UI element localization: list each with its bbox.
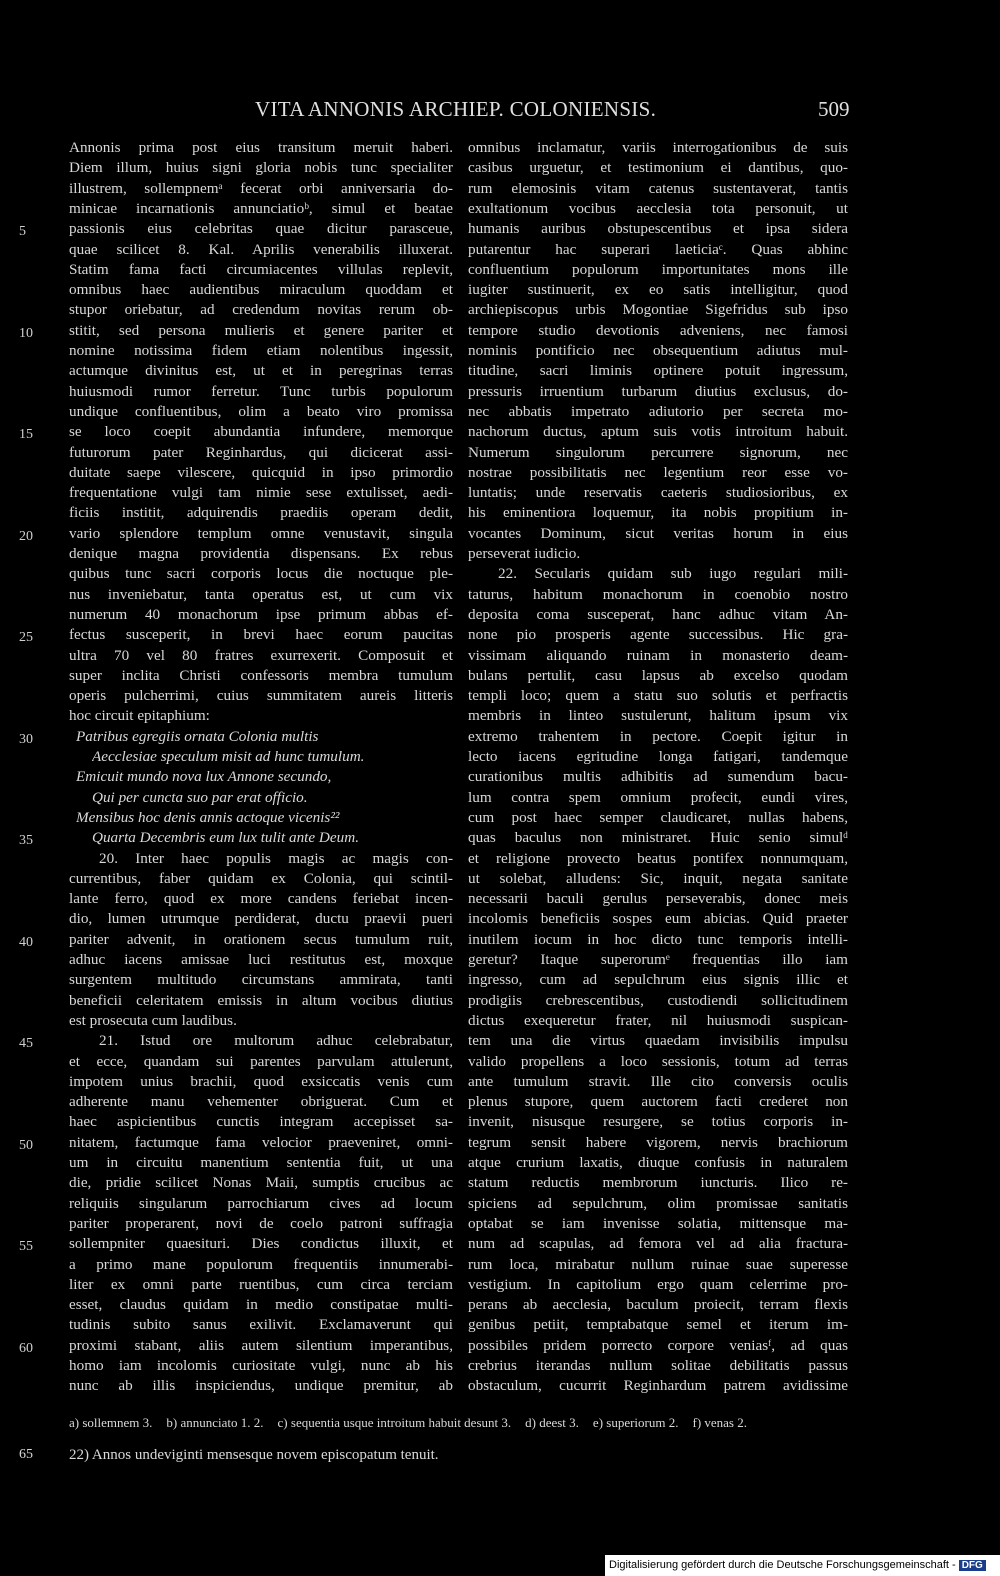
text-line: ingresso, cum ad sepulchrum eius signis illic et [468, 971, 848, 989]
text-line: rum loca, mirabatur nullum ruinae suae superesse [468, 1255, 848, 1273]
text-line: 22. Secularis quidam sub iugo regulari mili- [498, 565, 848, 583]
text-line: casibus urguetur, et testimonium ei dantibus, quo- [468, 159, 848, 177]
text-line: iugiter sustinuerit, ex eo satis intelligitur, quod [468, 281, 848, 299]
text-line: fectus susceperit, in brevi haec eorum paucitas [69, 626, 453, 644]
line-number: 55 [19, 1239, 33, 1255]
text-line: pressuris irruentium turbarum diutius exclusus, do- [468, 382, 848, 400]
text-line: tem una die virtus quaedam invisibilis impulsu [468, 1032, 848, 1050]
text-line: tempore studio devotionis adveniens, nec famosi [468, 321, 848, 339]
footnote: a) sollemnem 3. [69, 1415, 153, 1430]
text-line: a primo mane populorum frequentiis innumerabi- [69, 1255, 453, 1273]
text-line: geretur? Itaque superorumᵉ frequentias illo iam [468, 951, 848, 968]
text-line: nomine notissima fidem etiam nolentibus ingessit, [69, 342, 453, 359]
dfg-logo: DFG [959, 1560, 986, 1571]
text-line: hoc circuit epitaphium: [69, 707, 210, 725]
text-line: tegrum sensit habere vigorem, nervis brachiorum [468, 1133, 848, 1151]
text-line: archiepiscopus urbis Mogontiae Sigefridus sub ipso [468, 301, 848, 319]
text-line: 21. Istud ore multorum adhuc celebrabatur, [99, 1032, 453, 1050]
text-line: operis pulcherrimi, cuius summitatem aureis litteris [69, 687, 453, 705]
text-line: extremo trahentem in pectore. Coepit igitur in [468, 727, 848, 745]
text-line: Aecclesiae speculum misit ad hunc tumulum. [92, 748, 365, 765]
text-line: taturus, habitum monachorum in coenobio nostro [468, 585, 848, 603]
text-line: templi loco; quem a statu suo solutis et perfractis [468, 687, 848, 705]
text-line: dictus exequeretur frater, nil huiusmodi suspican- [468, 1011, 848, 1029]
text-line: num ad scapulas, ad femora vel ad alia fractura- [468, 1235, 848, 1253]
text-line: beneficii celeritatem emissis in altum vocibus diutius [69, 991, 453, 1009]
endnote: 22) Annos undeviginti mensesque novem episcopatum tenuit. [69, 1447, 439, 1463]
text-line: reliquiis singularum parrochiarum cives ad locum [69, 1194, 453, 1212]
text-line: omnibus haec audientibus miraculum quoddam et [69, 281, 453, 299]
text-line: tudinis subito sanus exilivit. Exclamaverunt qui [69, 1316, 453, 1334]
text-line: passionis eius celebritas quae dicitur parasceue, [69, 220, 453, 238]
text-line: illustrem, sollempnemᵃ fecerat orbi anniversaria do- [69, 179, 453, 197]
text-line: deposita coma susceperat, hanc adhuc vitam An- [468, 605, 848, 623]
footnote: d) deest 3. [525, 1415, 579, 1430]
page-header [0, 97, 1000, 127]
digitization-credit [605, 1555, 1000, 1576]
text-line: vissimam aliquando ruinam in monasterio deam- [468, 646, 848, 664]
text-line: curationibus multis adhibitis ad sumendum bacu- [468, 768, 848, 786]
text-line: um in circuitu manentium sententia fuit, ut una [69, 1154, 453, 1171]
footnote: b) annunciato 1. 2. [166, 1415, 264, 1430]
text-line: atque crurium laxatis, diuque confusis in naturalem [468, 1154, 848, 1171]
footnote: e) superiorum 2. [592, 1415, 679, 1430]
footnote: c) sequentia usque introitum habuit desunt 3. [277, 1415, 512, 1430]
text-line: Emicuit mundo nova lux Annone secundo, [76, 768, 332, 786]
text-line: adhuc iacens amissae luci restitutus est, moxque [69, 951, 453, 968]
text-line: valido propellens a loco sessionis, totum ad terras [468, 1052, 848, 1070]
text-line: Qui per cuncta suo par erat officio. [92, 788, 308, 806]
text-line: perans ab aecclesia, baculum proiecit, terram flexis [468, 1296, 848, 1314]
line-number: 45 [19, 1036, 33, 1052]
text-line: genibus petiit, temptabatque semel et iterum im- [468, 1316, 848, 1334]
text-line: duitate saepe vilescere, quicquid in ipso primordio [69, 463, 453, 481]
text-line: invenit, nisusque resurgere, se totius corporis in- [468, 1113, 848, 1131]
text-line: impotem unius brachii, quod exsiccatis venis cum [69, 1072, 453, 1090]
line-number: 60 [19, 1340, 33, 1356]
running-title: VITA ANNONIS ARCHIEP. COLONIENSIS. [255, 97, 657, 121]
text-line: luntatis; unde reservatis caeteris studiosioribus, ex [468, 484, 848, 502]
text-line: cum post haec semper claudicaret, nullas habens, [468, 808, 848, 826]
text-line: nus inveniebatur, tanta operatus est, ut cum vix [69, 585, 453, 603]
text-line: his eminentiora loquemur, ita nobis propitium in- [468, 504, 848, 522]
text-line: lante ferro, quod ex more candens feriebat incen- [69, 890, 453, 908]
footnotes [69, 1413, 859, 1433]
text-line: et ecce, quandam sui parentes parvulam attulerunt, [69, 1052, 453, 1070]
text-line: futurorum pater Reginhardus, qui dicicerat assi- [69, 443, 453, 461]
text-line: lecto iacens egritudine longa fatigari, tandemque [468, 748, 848, 765]
text-line: stupor oriebatur, ad credendum novitas rerum ob- [69, 301, 453, 319]
text-line: ficiis institit, adquirendis praediis operam dedit, [69, 504, 453, 522]
text-line: membris in linteo sustulerunt, halitum ipsum vix [468, 707, 848, 725]
text-line: vario splendore templum omne venustavit, singula [69, 524, 453, 542]
line-number: 20 [19, 528, 33, 544]
text-line: crebrius iterandas nullum solitae debilitatis passus [468, 1357, 848, 1374]
line-number: 15 [19, 427, 33, 443]
text-line: rum elemosinis vitam catenus sustentaverat, tantis [468, 179, 848, 197]
text-line: putarentur hac superari laeticiaᶜ. Quas abhinc [468, 240, 848, 258]
text-line: perseverat iudicio. [468, 545, 581, 562]
text-line: super inclita Christi confessoris membra tumulum [69, 666, 453, 684]
text-line: frequentatione vulgi tam nimie sese extulisset, aedi- [69, 484, 453, 502]
text-line: Mensibus hoc denis annis actoque vicenis²² [76, 808, 340, 826]
text-line: adherente manu vehementer obriguerat. Cum et [69, 1093, 453, 1111]
text-line: Patribus egregiis ornata Colonia multis [76, 727, 319, 745]
text-line: stitit, sed persona mulieris et genere pariter et [69, 321, 453, 339]
text-line: lum contra spem omnium profecit, eundi vires, [468, 788, 848, 806]
text-line: pariter advenit, in orationem secus tumulum ruit, [69, 930, 453, 948]
text-line: dio, lumen utrumque perdiderat, ductu praevii pueri [69, 910, 453, 928]
text-line: Numerum singulorum percurrere signorum, nec [468, 443, 848, 461]
text-line: optabat se iam invenisse solatia, mittensque ma- [468, 1214, 848, 1232]
text-line: currentibus, faber quidam ex Colonia, qui scintil- [69, 869, 453, 887]
text-line: nostrae possibilitatis nec legentium reor esse vo- [468, 463, 848, 481]
line-number: 5 [19, 224, 26, 240]
text-line: huiusmodi rumor ferretur. Tunc turbis populorum [69, 382, 453, 400]
text-line: ante tumulum stravit. Ille cito conversis oculis [468, 1072, 848, 1090]
text-line: 20. Inter haec populis magis ac magis con- [99, 849, 453, 867]
text-line: homo iam incolomis curiositate vulgi, nunc ab his [69, 1357, 453, 1374]
line-number: 50 [19, 1137, 33, 1153]
text-line: se loco coepit abundantia infundere, memorque [69, 423, 453, 441]
text-line: proximi stabant, aliis autem silentium imperantibus, [69, 1336, 453, 1354]
text-line: quae scilicet 8. Kal. Aprilis venerabilis illuxerat. [69, 240, 453, 258]
text-line: Statim fama facti circumiacentes villulas replevit, [69, 260, 453, 278]
text-line: Annonis prima post eius transitum meruit haberi. [69, 139, 453, 156]
text-line: ultra 70 vel 80 fratres exurrexerit. Composuit et [69, 646, 453, 664]
text-line: nominis pontificio nec obsequentium adiutus mul- [468, 342, 848, 359]
text-line: titudine, sacri liminis optinere potuit ingressum, [468, 362, 848, 380]
text-line: obstaculum, cucurrit Reginhardum patrem avidissime [468, 1377, 848, 1395]
text-line: omnibus inclamatur, variis interrogationibus de suis [468, 139, 848, 156]
text-line: nunc ab illis inspiciendus, undique premitur, ab [69, 1377, 453, 1395]
text-line: liter ex omni parte ruentibus, cum circa terciam [69, 1275, 453, 1293]
text-line: plenus stupore, quem auctorem facti crederet non [468, 1093, 848, 1111]
text-line: vocantes Dominum, sicut veritas horum in eius [468, 524, 848, 542]
text-line: ut solebat, alludens: Sic, inquit, negata sanitate [468, 869, 848, 887]
text-line: quibus tunc sacri corporis locus die noctuque ple- [69, 565, 453, 583]
text-line: nec abbatis impetrato adiutorio per secreta mo- [468, 402, 848, 420]
text-line: none pio prosperis agente successibus. Hic gra- [468, 626, 848, 644]
text-line: spiciens ad sepulchrum, olim promissae sanitatis [468, 1194, 848, 1212]
text-line: inutilem iocum in hoc dicto tunc temporis intelli- [468, 930, 848, 948]
text-line: sollempniter quaesituri. Dies condictus illuxit, et [69, 1235, 453, 1253]
text-line: denique magna providentia dispensans. Ex rebus [69, 545, 453, 562]
endnote-line-number: 65 [19, 1447, 33, 1462]
text-line: minicae incarnationis annunciatioᵇ, simul et beatae [69, 199, 453, 217]
text-line: pariter properarent, novi de coelo patroni suffragia [69, 1214, 453, 1232]
text-line: bulans pertulit, casu lapsus ab excelso quodam [468, 666, 848, 684]
line-number: 10 [19, 325, 33, 341]
text-line: surgentem multitudo circumstans ammirata, tanti [69, 971, 453, 989]
text-line: prodigiis crebrescentibus, custodiendi sollicitudinem [468, 991, 848, 1009]
text-line: vestigium. In capitolium ergo quam celerrime pro- [468, 1275, 848, 1293]
line-number: 25 [19, 630, 33, 646]
text-line: est prosecuta cum laudibus. [69, 1011, 237, 1029]
text-line: statum reductis membrorum iuncturis. Ilico re- [468, 1174, 848, 1192]
credit-text: Digitalisierung gefördert durch die Deutsche Forschungsgemeinschaft - [609, 1559, 956, 1571]
line-number: 30 [19, 731, 33, 747]
text-line: necessarii baculi gerulus perseverabis, donec meis [468, 890, 848, 908]
text-line: humanis auribus obstupescentibus et ipsa sidera [468, 220, 848, 238]
text-line: actumque divinitus est, ut et in peregrinas terras [69, 362, 453, 380]
text-line: haec aspicientibus cunctis integram accepisset sa- [69, 1113, 453, 1131]
text-line: numerum 40 monachorum ipse primum abbas ef- [69, 605, 453, 623]
text-line: die, pridie scilicet Nonas Maii, sumptis crucibus ac [69, 1174, 453, 1192]
text-line: Quarta Decembris eum lux tulit ante Deum. [92, 829, 359, 847]
text-line: nachorum ductus, aptum suis votis introitum habuit. [468, 423, 848, 441]
footnote: f) venas 2. [692, 1415, 747, 1430]
text-line: esset, claudus quidam in medio constipatae multi- [69, 1296, 453, 1314]
text-line: confluentium populorum importunitates mons ille [468, 260, 848, 278]
line-number: 40 [19, 934, 33, 950]
text-line: et religione provecto beatus pontifex nonnumquam, [468, 849, 848, 867]
text-line: undique confluentibus, olim a beato viro promissa [69, 402, 453, 420]
text-line: possibiles pridem porrecto corpore veniasᶠ, ad quas [468, 1336, 848, 1354]
text-line: nitatem, factumque fama velocior praeveniret, omni- [69, 1133, 453, 1151]
text-line: incolomis beneficiis sospes eum abicias. Quid praeter [468, 910, 848, 928]
page-number: 509 [818, 97, 850, 121]
text-line: quas baculus non ministraret. Huic senio simulᵈ [468, 829, 848, 847]
text-line: Diem illum, huius signi gloria nobis tunc specialiter [69, 159, 453, 177]
line-number: 35 [19, 833, 33, 849]
text-line: exultationum vocibus aecclesia tota personuit, ut [468, 199, 848, 217]
